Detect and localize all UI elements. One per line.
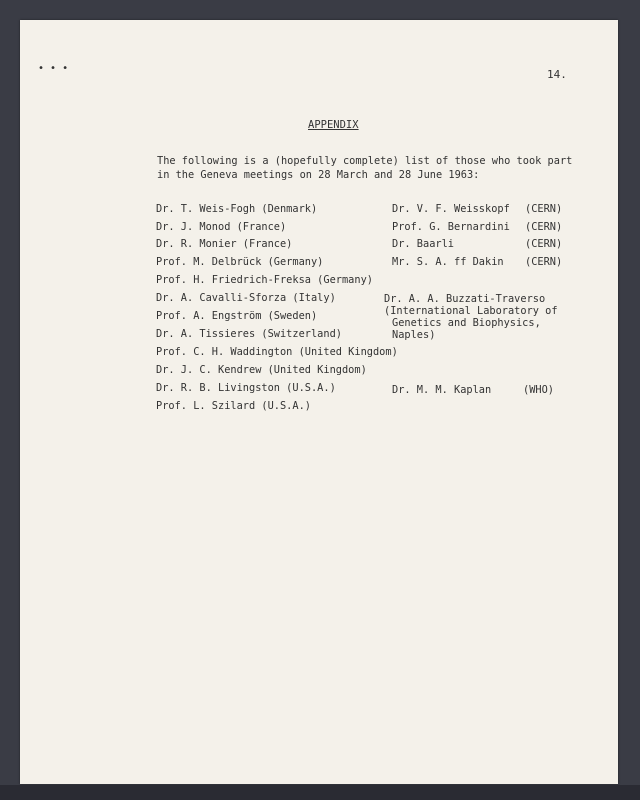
buzzati-entry [384, 293, 558, 341]
participant-left: Dr. A. Tissieres (Switzerland) [156, 328, 342, 340]
page-number: 14. [547, 68, 567, 81]
participant-left: Prof. A. Engström (Sweden) [156, 310, 318, 322]
participant-left: Dr. J. C. Kendrew (United Kingdom) [156, 364, 367, 376]
buzzati-affiliation-line: Genetics and Biophysics, [392, 317, 541, 329]
participant-left: Prof. H. Friedrich-Freksa (Germany) [156, 274, 373, 286]
participant-right-name: Dr. V. F. Weisskopf [392, 203, 510, 215]
participant-right-name: Dr. Baarli [392, 238, 454, 250]
participant-left: Dr. R. B. Livingston (U.S.A.) [156, 382, 336, 394]
participant-left: Dr. A. Cavalli-Sforza (Italy) [156, 292, 336, 304]
participant-right-org: (WHO) [523, 384, 554, 396]
participant-left: Prof. M. Delbrück (Germany) [156, 256, 324, 268]
background-strip [0, 785, 640, 800]
buzzati-name: Dr. A. A. Buzzati-Traverso [384, 293, 546, 305]
participant-right-org: (CERN) [525, 238, 563, 250]
page-title: APPENDIX [308, 119, 359, 131]
participant-right-org: (CERN) [525, 221, 563, 233]
participant-left: Prof. L. Szilard (U.S.A.) [156, 400, 311, 412]
participant-right-name: Prof. G. Bernardini [392, 221, 510, 233]
participant-left: Dr. R. Monier (France) [156, 238, 293, 250]
intro-paragraph: The following is a (hopefully complete) list of those who took part in the Geneva meetings on 28 March and 28 June 1963: [157, 155, 573, 181]
page-mark: • • • [38, 63, 69, 74]
participant-left: Dr. J. Monod (France) [156, 221, 287, 233]
buzzati-affiliation-line: Naples) [392, 329, 436, 341]
buzzati-affiliation-line: (International Laboratory of [384, 305, 558, 317]
participant-left: Dr. T. Weis-Fogh (Denmark) [156, 203, 318, 215]
participant-right-org: (CERN) [525, 203, 563, 215]
participant-right-org: (CERN) [525, 256, 563, 268]
participant-right-name: Mr. S. A. ff Dakin [392, 256, 504, 268]
participant-left: Prof. C. H. Waddington (United Kingdom) [156, 346, 398, 358]
participant-right-name: Dr. M. M. Kaplan [392, 384, 492, 396]
document-page [20, 20, 618, 784]
